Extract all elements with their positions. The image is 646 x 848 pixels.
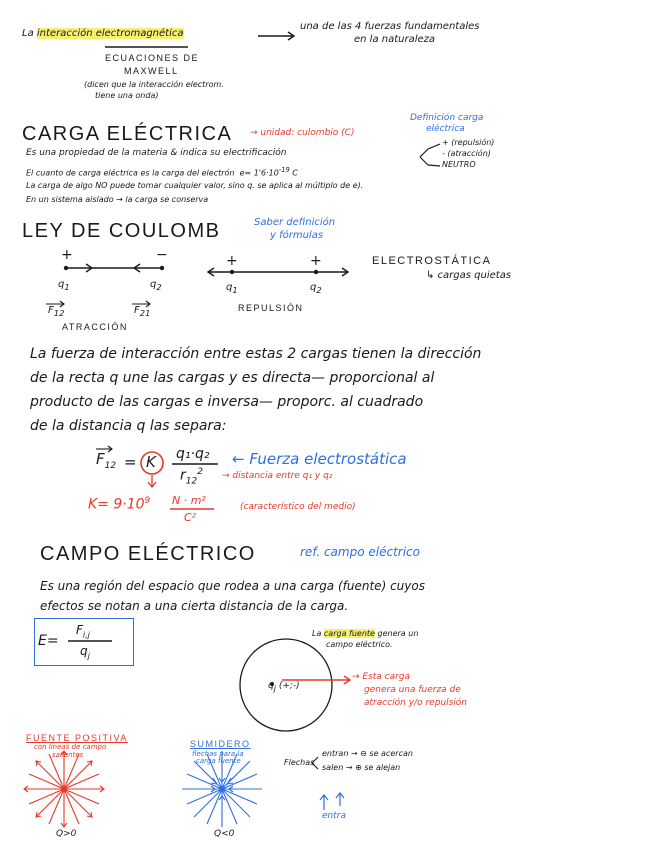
coulomb-title: LEY DE COULOMB	[22, 220, 221, 242]
positive-source-title: FUENTE POSITIVA	[26, 733, 128, 743]
electrostatica-label: ELECTROSTÁTICA	[372, 255, 492, 267]
definition-tag-2: eléctrica	[426, 124, 465, 134]
charge-label: $q_j$ (+;-)	[268, 681, 300, 693]
carga-title: CARGA ELÉCTRICA	[22, 123, 233, 145]
source-note-2: campo eléctrico.	[326, 640, 393, 649]
carga-line-3: La carga de algo NO puede tomar cualquier valor, sino q. se aplica al múltiplo de e).	[26, 181, 364, 190]
carga-line-1: Es una propiedad de la materia & indica su electrificación	[26, 148, 287, 158]
entra-arrows	[320, 793, 344, 810]
arrows-label: Flechas	[284, 758, 315, 767]
campo-def-2: efectos se notan a una cierta distancia de la carga.	[40, 599, 349, 613]
maxwell-title-2: MAXWELL	[124, 66, 179, 76]
campo-ref: ref. campo eléctrico	[300, 545, 420, 559]
repulsion-diagram	[208, 268, 348, 276]
intro-rest: una de las 4 fuerzas fundamentales	[300, 21, 480, 32]
types-brace	[420, 144, 440, 166]
campo-def-1: Es una región del espacio que rodea a una carga (fuente) cuyos	[40, 579, 425, 593]
positive-source-note: con líneas de campo	[34, 743, 107, 751]
coulomb-note: Saber definición	[254, 217, 336, 228]
repulsion-label: REPULSIÓN	[238, 303, 304, 313]
coulomb-statement-2: de la recta q une las cargas y es directa— proporcional al	[30, 370, 435, 386]
e-formula-numerator: $F_{i,j}$	[76, 623, 90, 640]
repulsion-q1: $q_1$	[226, 282, 238, 295]
k-note: (característico del medio)	[240, 502, 356, 512]
formula-equals: =	[124, 453, 137, 471]
repulsion-q2: $q_2$	[310, 282, 322, 295]
type-neutral: NEUTRO	[442, 160, 476, 169]
test-note-3: atracción y/o repulsión	[364, 698, 468, 708]
entra-label: entra	[322, 811, 346, 821]
attraction-q1: $q_1$	[58, 279, 70, 292]
intro-prefix: La	[22, 28, 34, 39]
carga-line-4: En un sistema aislado → la carga se conserva	[26, 195, 209, 204]
formula-F: $F_{12}$	[96, 450, 117, 471]
sink-title: SUMIDERO	[190, 739, 251, 749]
maxwell-note: (dicen que la interacción electrom.	[84, 80, 224, 89]
carga-line-2	[26, 167, 298, 178]
e-formula-denominator: $q_j$	[80, 644, 90, 661]
definition-tag: Definición carga	[410, 113, 484, 123]
coulomb-statement-4: de la distancia q las separa:	[30, 418, 227, 434]
coulomb-note-2: y fórmulas	[270, 230, 324, 241]
f12-label: $F_{12}$	[48, 305, 65, 318]
e-formula-label: E=	[38, 633, 59, 649]
positive-source-lines	[24, 751, 104, 827]
source-note-highlight: carga fuente	[323, 629, 375, 638]
formula-k: K	[146, 453, 156, 471]
test-note-2: genera una fuerza de	[364, 685, 461, 695]
maxwell-note-2: tiene una onda)	[95, 91, 159, 100]
maxwell-title: ECUACIONES DE	[105, 53, 200, 63]
positive-q-label: Q>0	[56, 829, 77, 839]
type-negative: - (atracción)	[442, 149, 491, 158]
arrows-in: entran → ⊖ se acercan	[322, 749, 413, 758]
electron-unit: C	[292, 168, 298, 178]
attraction-minus: −	[156, 247, 168, 263]
electrostatica-note: ↳ cargas quietas	[426, 270, 512, 281]
f21-label: $F_{21}$	[134, 305, 151, 318]
coulomb-statement-1: La fuerza de interacción entre estas 2 cargas tienen la dirección	[30, 346, 482, 362]
repulsion-plus-2: +	[310, 253, 322, 269]
intro-highlight: interacción electromagnética	[36, 28, 184, 39]
negative-q-label: Q<0	[214, 829, 235, 839]
arrows-out: salen → ⊕ se alejan	[322, 763, 401, 772]
formula-denominator: $r_{12}^2$	[180, 467, 203, 487]
intro-rest-2: en la naturaleza	[354, 34, 436, 45]
electron-exp: -19	[278, 166, 290, 174]
carga-unit: → unidad: culombio (C)	[250, 128, 355, 138]
formula-numerator: q₁·q₂	[176, 446, 210, 462]
coulomb-statement-3: producto de las cargas e inversa— proporc. al cuadrado	[30, 394, 424, 410]
k-denominator: C²	[184, 511, 197, 524]
attraction-label: ATRACCIÓN	[62, 322, 128, 332]
electron-value: e= 1'6·10	[239, 168, 279, 178]
k-numerator: N · m²	[172, 494, 206, 507]
electrostatic-force-label: ← Fuerza electrostática	[232, 450, 407, 468]
sink-note-2: carga fuente	[196, 757, 241, 765]
repulsion-plus-1: +	[226, 253, 238, 269]
electron-text: El cuanto de carga eléctrica es la carga del electrón	[26, 168, 235, 178]
source-note: La carga fuente genera un	[312, 629, 419, 638]
campo-title: CAMPO ELÉCTRICO	[40, 543, 256, 565]
test-note: → Esta carga	[352, 672, 411, 682]
type-positive: + (repulsión)	[442, 138, 495, 147]
intro-line	[22, 29, 184, 39]
distance-note: → distancia entre q₁ y q₂	[222, 471, 333, 481]
attraction-q2: $q_2$	[150, 279, 162, 292]
k-value: $K= 9\cdot 10^9$	[88, 496, 151, 513]
sink-note: flechas para la	[192, 750, 244, 758]
positive-source-note-2: salientes	[52, 751, 84, 759]
attraction-plus: +	[61, 247, 73, 263]
